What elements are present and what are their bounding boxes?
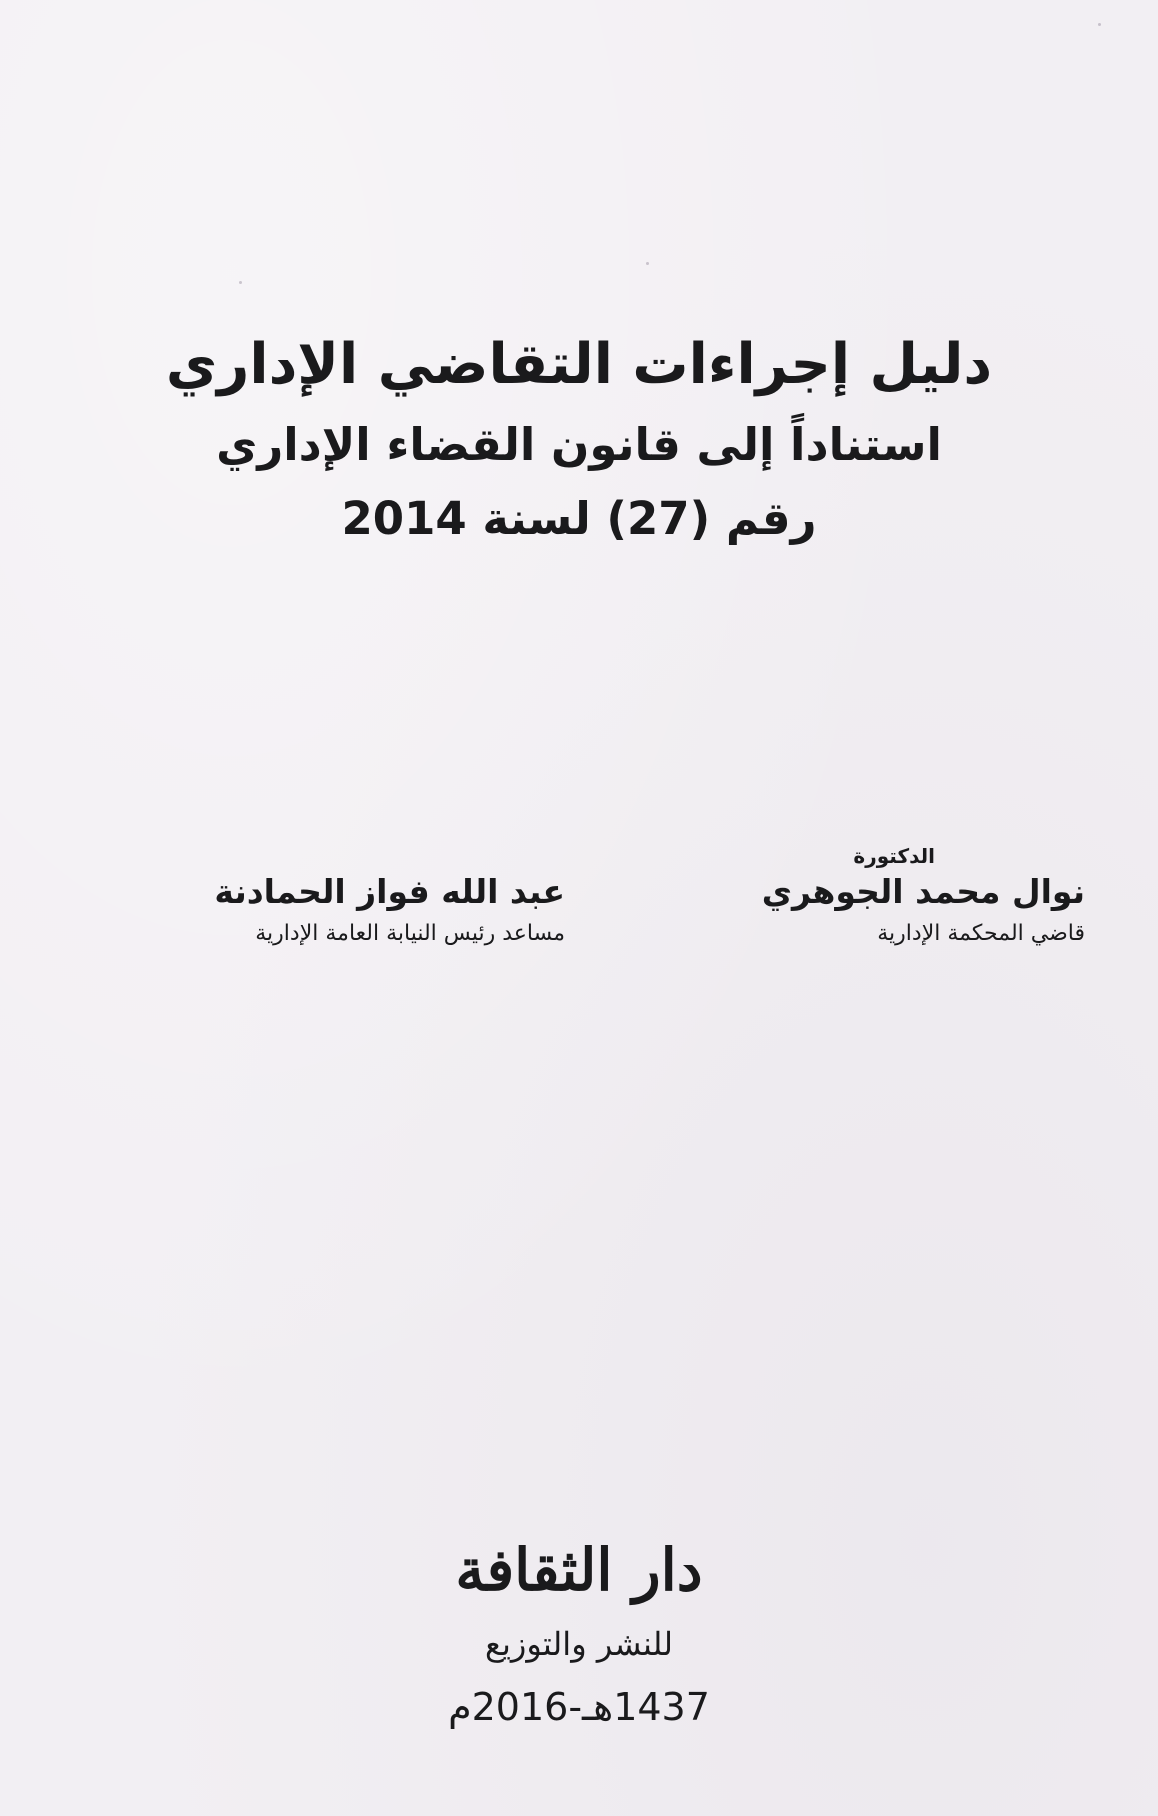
- paper-speck: [646, 262, 649, 265]
- publisher-logo: [429, 1495, 729, 1675]
- authors-block: [150, 842, 1085, 982]
- author-1-name: نوال محمد الجوهري: [761, 872, 1085, 911]
- paper-speck: [1098, 23, 1101, 26]
- author-2-name: عبد الله فواز الحمادنة: [214, 872, 565, 911]
- publisher-logo-text: دار الثقافة: [455, 1536, 703, 1604]
- author-1-role: قاضي المحكمة الإدارية: [877, 921, 1085, 946]
- book-subtitle-line-2: رقم (27) لسنة 2014: [341, 492, 817, 545]
- paper-speck: [239, 281, 242, 284]
- publisher-block: [0, 1495, 1158, 1731]
- publisher-logo-subtext: للنشر والتوزيع: [484, 1625, 674, 1663]
- author-1-degree: الدكتورة: [853, 844, 935, 868]
- book-subtitle-line-1: استناداً إلى قانون القضاء الإداري: [216, 418, 942, 471]
- author-2-spacer: [214, 842, 565, 870]
- book-title: دليل إجراءات التقاضي الإداري: [165, 332, 993, 397]
- publication-year: 1437هـ-2016م: [448, 1685, 710, 1729]
- author-1: [762, 842, 1085, 954]
- author-2-role: مساعد رئيس النيابة العامة الإدارية: [255, 921, 565, 946]
- title-block: [0, 330, 1158, 556]
- author-2: [214, 842, 565, 954]
